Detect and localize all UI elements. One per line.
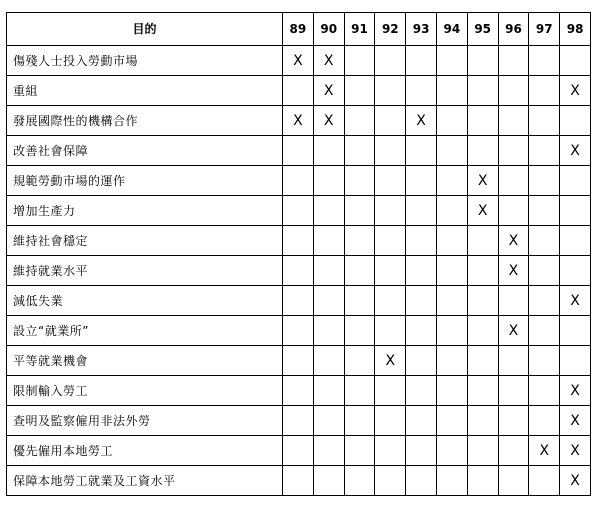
year-mark-cell <box>467 346 498 376</box>
year-mark-cell <box>560 316 591 346</box>
year-mark-cell <box>436 46 467 76</box>
purpose-cell: 限制輸入勞工 <box>7 376 283 406</box>
year-mark-cell <box>283 136 314 166</box>
year-mark-cell <box>406 406 437 436</box>
year-mark-cell <box>344 136 375 166</box>
year-mark-cell <box>529 226 560 256</box>
year-mark-cell: X <box>529 436 560 466</box>
year-mark-cell <box>436 136 467 166</box>
year-mark-cell <box>467 136 498 166</box>
year-mark-cell <box>344 106 375 136</box>
year-mark-cell: X <box>313 46 344 76</box>
year-mark-cell <box>313 226 344 256</box>
year-mark-cell <box>283 166 314 196</box>
year-mark-cell <box>529 136 560 166</box>
year-mark-cell <box>560 256 591 286</box>
year-mark-cell <box>436 286 467 316</box>
header-year: 95 <box>467 13 498 46</box>
year-mark-cell <box>283 256 314 286</box>
year-mark-cell <box>375 466 406 496</box>
year-mark-cell <box>406 436 437 466</box>
year-mark-cell: X <box>498 256 529 286</box>
table-row <box>7 166 591 196</box>
table-row <box>7 436 591 466</box>
year-mark-cell <box>344 346 375 376</box>
year-mark-cell <box>375 376 406 406</box>
year-mark-cell <box>529 196 560 226</box>
year-mark-cell <box>498 466 529 496</box>
year-mark-cell <box>436 466 467 496</box>
year-mark-cell <box>467 226 498 256</box>
year-mark-cell <box>375 436 406 466</box>
header-year: 92 <box>375 13 406 46</box>
year-mark-cell <box>560 106 591 136</box>
header-year: 98 <box>560 13 591 46</box>
year-mark-cell: X <box>498 316 529 346</box>
purpose-cell: 保障本地勞工就業及工資水平 <box>7 466 283 496</box>
year-mark-cell <box>375 256 406 286</box>
year-mark-cell <box>313 136 344 166</box>
table-row <box>7 286 591 316</box>
year-mark-cell: X <box>560 436 591 466</box>
purpose-cell: 維持就業水平 <box>7 256 283 286</box>
year-mark-cell <box>406 76 437 106</box>
year-mark-cell: X <box>283 106 314 136</box>
year-mark-cell <box>375 226 406 256</box>
purpose-cell: 傷殘人士投入勞動市場 <box>7 46 283 76</box>
year-mark-cell <box>529 406 560 436</box>
header-year: 94 <box>436 13 467 46</box>
year-mark-cell <box>529 466 560 496</box>
year-mark-cell <box>313 436 344 466</box>
year-mark-cell: X <box>467 166 498 196</box>
year-mark-cell <box>498 406 529 436</box>
purpose-cell: 平等就業機會 <box>7 346 283 376</box>
year-mark-cell <box>436 76 467 106</box>
year-mark-cell <box>283 226 314 256</box>
purpose-cell: 減低失業 <box>7 286 283 316</box>
year-mark-cell <box>375 316 406 346</box>
year-mark-cell <box>375 136 406 166</box>
year-mark-cell <box>436 346 467 376</box>
year-mark-cell <box>498 136 529 166</box>
year-mark-cell <box>529 166 560 196</box>
year-mark-cell <box>560 46 591 76</box>
year-mark-cell <box>529 286 560 316</box>
year-mark-cell <box>344 196 375 226</box>
year-mark-cell <box>344 436 375 466</box>
year-mark-cell <box>406 316 437 346</box>
purpose-cell: 設立“就業所” <box>7 316 283 346</box>
year-mark-cell <box>467 436 498 466</box>
year-mark-cell <box>560 346 591 376</box>
year-mark-cell <box>313 466 344 496</box>
year-mark-cell <box>467 466 498 496</box>
year-mark-cell <box>283 76 314 106</box>
year-mark-cell <box>498 106 529 136</box>
year-mark-cell <box>498 196 529 226</box>
year-mark-cell <box>498 436 529 466</box>
year-mark-cell: X <box>375 346 406 376</box>
header-year: 96 <box>498 13 529 46</box>
year-mark-cell <box>436 376 467 406</box>
year-mark-cell <box>406 346 437 376</box>
year-mark-cell <box>283 346 314 376</box>
year-mark-cell <box>406 286 437 316</box>
year-mark-cell <box>467 286 498 316</box>
year-mark-cell <box>529 256 560 286</box>
year-mark-cell <box>467 256 498 286</box>
year-mark-cell <box>436 406 467 436</box>
year-mark-cell <box>529 106 560 136</box>
header-year: 97 <box>529 13 560 46</box>
table-row <box>7 46 591 76</box>
year-mark-cell <box>406 46 437 76</box>
year-mark-cell <box>436 226 467 256</box>
purpose-year-table <box>6 12 591 496</box>
table-row <box>7 346 591 376</box>
year-mark-cell <box>560 196 591 226</box>
year-mark-cell <box>283 466 314 496</box>
year-mark-cell <box>344 256 375 286</box>
year-mark-cell <box>375 106 406 136</box>
year-mark-cell: X <box>560 406 591 436</box>
year-mark-cell <box>467 106 498 136</box>
year-mark-cell <box>283 406 314 436</box>
year-mark-cell <box>375 286 406 316</box>
year-mark-cell <box>313 286 344 316</box>
year-mark-cell: X <box>313 106 344 136</box>
year-mark-cell <box>344 226 375 256</box>
year-mark-cell <box>375 406 406 436</box>
header-purpose: 目的 <box>7 13 283 46</box>
year-mark-cell <box>436 316 467 346</box>
year-mark-cell <box>375 46 406 76</box>
header-year: 93 <box>406 13 437 46</box>
year-mark-cell <box>406 376 437 406</box>
year-mark-cell <box>436 256 467 286</box>
year-mark-cell <box>529 46 560 76</box>
year-mark-cell: X <box>560 376 591 406</box>
year-mark-cell <box>498 346 529 376</box>
table-body <box>7 46 591 496</box>
year-mark-cell <box>406 196 437 226</box>
year-mark-cell <box>529 76 560 106</box>
year-mark-cell <box>375 166 406 196</box>
table-row <box>7 196 591 226</box>
year-mark-cell: X <box>560 136 591 166</box>
year-mark-cell <box>529 316 560 346</box>
year-mark-cell <box>406 166 437 196</box>
year-mark-cell <box>498 166 529 196</box>
year-mark-cell <box>344 466 375 496</box>
year-mark-cell <box>344 46 375 76</box>
year-mark-cell <box>436 436 467 466</box>
purpose-cell: 發展國際性的機構合作 <box>7 106 283 136</box>
year-mark-cell <box>467 76 498 106</box>
purpose-cell: 重組 <box>7 76 283 106</box>
year-mark-cell <box>498 46 529 76</box>
year-mark-cell <box>436 166 467 196</box>
purpose-cell: 增加生產力 <box>7 196 283 226</box>
year-mark-cell <box>467 316 498 346</box>
year-mark-cell <box>406 136 437 166</box>
year-mark-cell: X <box>313 76 344 106</box>
year-mark-cell: X <box>560 76 591 106</box>
year-mark-cell <box>560 166 591 196</box>
year-mark-cell <box>344 406 375 436</box>
year-mark-cell <box>344 376 375 406</box>
year-mark-cell <box>313 256 344 286</box>
year-mark-cell <box>344 76 375 106</box>
year-mark-cell <box>406 226 437 256</box>
year-mark-cell <box>498 376 529 406</box>
year-mark-cell: X <box>560 286 591 316</box>
table-row <box>7 106 591 136</box>
year-mark-cell <box>375 196 406 226</box>
purpose-cell: 規範勞動市場的運作 <box>7 166 283 196</box>
year-mark-cell <box>344 286 375 316</box>
year-mark-cell <box>498 286 529 316</box>
year-mark-cell <box>344 316 375 346</box>
year-mark-cell <box>560 226 591 256</box>
year-mark-cell <box>498 76 529 106</box>
table-row <box>7 136 591 166</box>
header-year: 90 <box>313 13 344 46</box>
year-mark-cell: X <box>560 466 591 496</box>
year-mark-cell <box>467 376 498 406</box>
year-mark-cell <box>313 406 344 436</box>
year-mark-cell <box>375 76 406 106</box>
year-mark-cell <box>313 376 344 406</box>
purpose-cell: 優先僱用本地勞工 <box>7 436 283 466</box>
table-row <box>7 226 591 256</box>
table-row <box>7 376 591 406</box>
year-mark-cell <box>467 46 498 76</box>
year-mark-cell <box>313 346 344 376</box>
table-row <box>7 76 591 106</box>
table-row <box>7 406 591 436</box>
year-mark-cell: X <box>406 106 437 136</box>
year-mark-cell <box>406 466 437 496</box>
year-mark-cell <box>529 346 560 376</box>
year-mark-cell: X <box>498 226 529 256</box>
year-mark-cell <box>283 316 314 346</box>
year-mark-cell <box>344 166 375 196</box>
year-mark-cell <box>283 376 314 406</box>
year-mark-cell <box>313 196 344 226</box>
purpose-cell: 維持社會穩定 <box>7 226 283 256</box>
year-mark-cell <box>529 376 560 406</box>
year-mark-cell: X <box>467 196 498 226</box>
year-mark-cell <box>436 196 467 226</box>
purpose-cell: 改善社會保障 <box>7 136 283 166</box>
year-mark-cell <box>283 286 314 316</box>
header-year: 91 <box>344 13 375 46</box>
purpose-cell: 查明及監察僱用非法外勞 <box>7 406 283 436</box>
year-mark-cell <box>313 166 344 196</box>
year-mark-cell <box>436 106 467 136</box>
header-row <box>7 13 591 46</box>
year-mark-cell <box>467 406 498 436</box>
year-mark-cell <box>283 436 314 466</box>
year-mark-cell <box>406 256 437 286</box>
header-year: 89 <box>283 13 314 46</box>
table-row <box>7 466 591 496</box>
table-row <box>7 316 591 346</box>
year-mark-cell <box>283 196 314 226</box>
year-mark-cell: X <box>283 46 314 76</box>
year-mark-cell <box>313 316 344 346</box>
table-row <box>7 256 591 286</box>
